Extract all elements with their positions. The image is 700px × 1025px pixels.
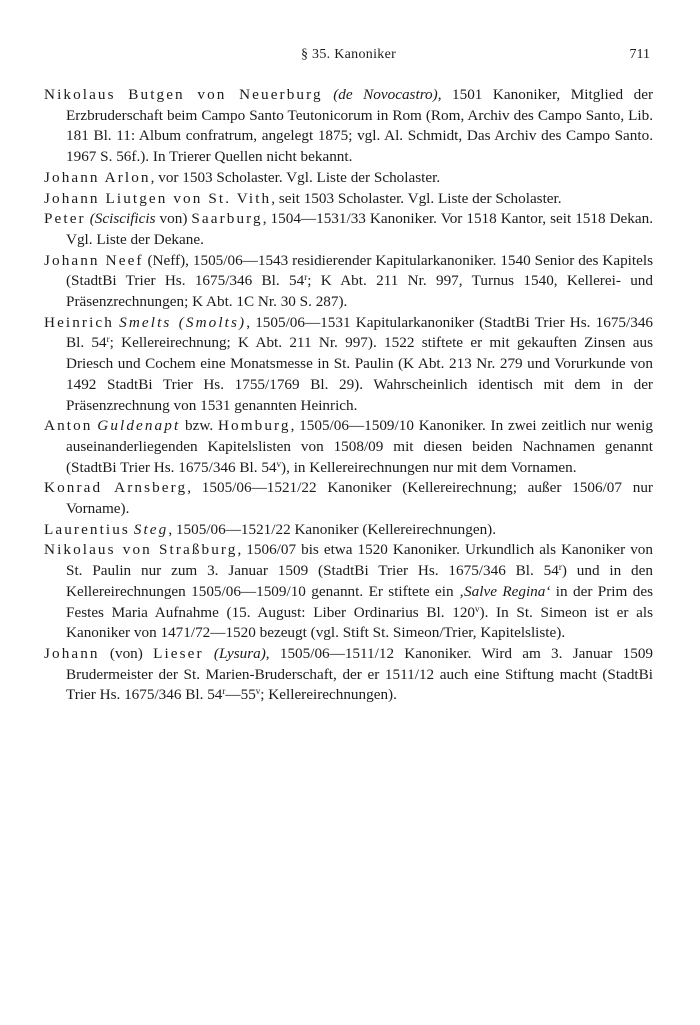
book-page bbox=[44, 45, 653, 706]
folio-side: v bbox=[255, 686, 261, 697]
hymn-title: ‚Salve Regina‘ bbox=[458, 582, 551, 600]
person-name: Konrad Arnsberg bbox=[44, 479, 188, 497]
folio-side: v bbox=[475, 603, 480, 614]
entry-johann-lieser: Johann (von) Lieser (Lysura), 1505/06—1511/12 Kanoniker. Wird am 3. Januar 1509 Brudermeister der St. Marien-Bruderschaft, der er 1511/12 auch eine Stiftung macht (StadtBi Trier Hs. 1675/346 Bl. 54$^r$—55$^v$; Kellereirechnungen). bbox=[44, 644, 654, 704]
surname: Lieser bbox=[153, 644, 204, 662]
entry-text: , 1501 Kanoniker, Mitglied der Erzbruderschaft beim Campo Santo Teutonicorum in Rom (Rom, Archiv des Campo Santo, Lib. 181 Bl. 11: Album confratrum, angelegt 1875; vgl. Al. Schmidt, Das Archiv des Campo Santo. 1967 S. 56f.). In Trierer Quellen nicht bekannt. bbox=[66, 86, 654, 166]
surname: Homburg bbox=[217, 417, 291, 435]
entry-text: , 1505/06—1531 Kapitularkanoniker (StadtBi Trier Hs. 1675/346 Bl. 54 bbox=[66, 313, 654, 352]
entry-text: ; K Abt. 211 Nr. 997, Turnus 1540, Kellerei- und Präsenzrechnungen; K Abt. 1C Nr. 30 S. 287). bbox=[66, 272, 653, 311]
folio-side: r bbox=[106, 334, 110, 345]
entry-text: , 1505/06—1509/10 Kanoniker. In zwei zeitlich nur wenig auseinanderliegenden Kapitelslisten von 1508/09 mit diesen beiden Nachnamen genannt (StadtBi Trier Hs. 1675/346 Bl. 54 bbox=[66, 417, 653, 476]
page-number: 711 bbox=[629, 47, 650, 62]
entry-text: (Neff), 1505/06—1543 residierender Kapitularkanoniker. 1540 Senior des Kapitels (StadtBi Trier Hs. 1675/346 Bl. 54 bbox=[66, 251, 653, 290]
entry-text: in der Prim des Festes Maria Aufnahme (15. August: Liber Ordinarius Bl. 120 bbox=[66, 582, 653, 621]
entry-nikolaus-strassburg bbox=[44, 540, 653, 644]
entry-text: , seit 1503 Scholaster. Vgl. Liste der Scholaster. bbox=[271, 189, 562, 207]
entry-text: —55 bbox=[225, 686, 256, 704]
latin-name: (Sciscificis bbox=[89, 210, 156, 228]
entry-text: ; Kellereirechnungen). bbox=[260, 686, 397, 704]
latin-name: (Lysura) bbox=[213, 644, 266, 662]
entry-text: , 1506/07 bis etwa 1520 Kanoniker. Urkundlich als Kanoniker von St. Paulin nur zum 3. Januar 1509 (StadtBi Trier Hs. 1675/346 Bl. 54 bbox=[66, 541, 653, 580]
entry-text: ; Kellereirechnung; K Abt. 211 Nr. 997). 1522 stiftete er mit gekauften Zinsen aus Driesch und Cochem eine Monatsmesse in St. Paulin (K Abt. 213 Nr. 279 und Vorurkunde von 1492 StadtBi Trier Hs. 1755/1769 Bl. 29). Wahrscheinlich identisch mit dem in der Präsenzrechnung von 1531 genannten Heinrich. bbox=[66, 334, 653, 414]
entry-peter-saarburg: Peter (Sciscificis von) Saarburg, 1504—1531/33 Kanoniker. Vor 1518 Kantor, seit 1518 Dekan. Vgl. Liste der Dekane. bbox=[44, 210, 654, 248]
entry-johann-neef bbox=[44, 251, 653, 313]
section-heading: § 35. Kanoniker bbox=[300, 47, 397, 62]
person-name: Nikolaus Butgen von Neuerburg bbox=[44, 86, 323, 103]
entry-laurentius-steg bbox=[44, 520, 653, 541]
entry-heinrich-smelts bbox=[44, 313, 653, 417]
person-name: Laurentius bbox=[44, 520, 130, 538]
entry-anton-guldenapt: Anton Guldenapt bzw. Homburg, 1505/06—1509/10 Kanoniker. In zwei zeitlich nur wenig auseinanderliegenden Kapitelslisten von 1508/09 mit diesen beiden Nachnamen genannt (StadtBi Trier Hs. 1675/346 Bl. 54$^v$), in Kellereirechnungen nur mit dem Vornamen. bbox=[44, 417, 653, 476]
running-header bbox=[44, 45, 653, 65]
entry-text: ), in Kellereirechnungen nur mit dem Vornamen. bbox=[281, 458, 577, 476]
person-name: Nikolaus von Straßburg bbox=[44, 541, 238, 559]
folio-side: r bbox=[222, 686, 226, 697]
person-name: Heinrich bbox=[44, 313, 114, 331]
entry-text: ). In St. Simeon ist er als Kanoniker von 1471/72—1520 bezeugt (vgl. Stift St. Simeon/Trier, Kapitelsliste). bbox=[66, 603, 653, 642]
entry-text: , 1504—1531/33 Kanoniker. Vor 1518 Kantor, seit 1518 Dekan. Vgl. Liste der Dekane. bbox=[66, 210, 654, 248]
entry-text: , 1505/06—1521/22 Kanoniker (Kellereirechnung; außer 1506/07 nur Vorname). bbox=[66, 479, 653, 518]
entry-text: , 1505/06—1511/12 Kanoniker. Wird am 3. Januar 1509 Brudermeister der St. Marien-Bruderschaft, der er 1511/12 auch eine Stiftung macht (StadtBi Trier Hs. 1675/346 Bl. 54 bbox=[66, 644, 654, 704]
person-name: Johann Liutgen von St. Vith bbox=[44, 189, 272, 207]
surname: Guldenapt bbox=[97, 417, 181, 435]
entry-nikolaus-butgen bbox=[44, 85, 653, 168]
place-name: Saarburg bbox=[191, 210, 263, 228]
person-name: Anton bbox=[44, 417, 93, 435]
entry-text: ) und in den Kellereirechnungen 1505/06—1509/10 genannt. Er stiftete ein bbox=[66, 562, 653, 600]
entry-text: , 1505/06—1521/22 Kanoniker (Kellereirechnungen). bbox=[168, 520, 497, 538]
folio-side: v bbox=[276, 458, 282, 469]
entry-johann-arlon bbox=[44, 168, 653, 189]
person-name: Johann bbox=[44, 644, 100, 662]
latin-name: (de Novocastro) bbox=[333, 86, 438, 103]
entry-text: , vor 1503 Scholaster. Vgl. Liste der Scholaster. bbox=[150, 168, 441, 186]
folio-side: r bbox=[304, 272, 308, 283]
surname: Steg bbox=[133, 520, 169, 538]
entry-johann-liutgen bbox=[44, 189, 653, 210]
person-name: Johann Arlon bbox=[44, 168, 151, 186]
entry-konrad-arnsberg bbox=[44, 478, 653, 519]
person-name: Peter bbox=[44, 210, 86, 228]
folio-side: r bbox=[558, 562, 562, 573]
surname: Smelts (Smolts) bbox=[119, 313, 247, 331]
person-name: Johann Neef bbox=[44, 251, 144, 269]
